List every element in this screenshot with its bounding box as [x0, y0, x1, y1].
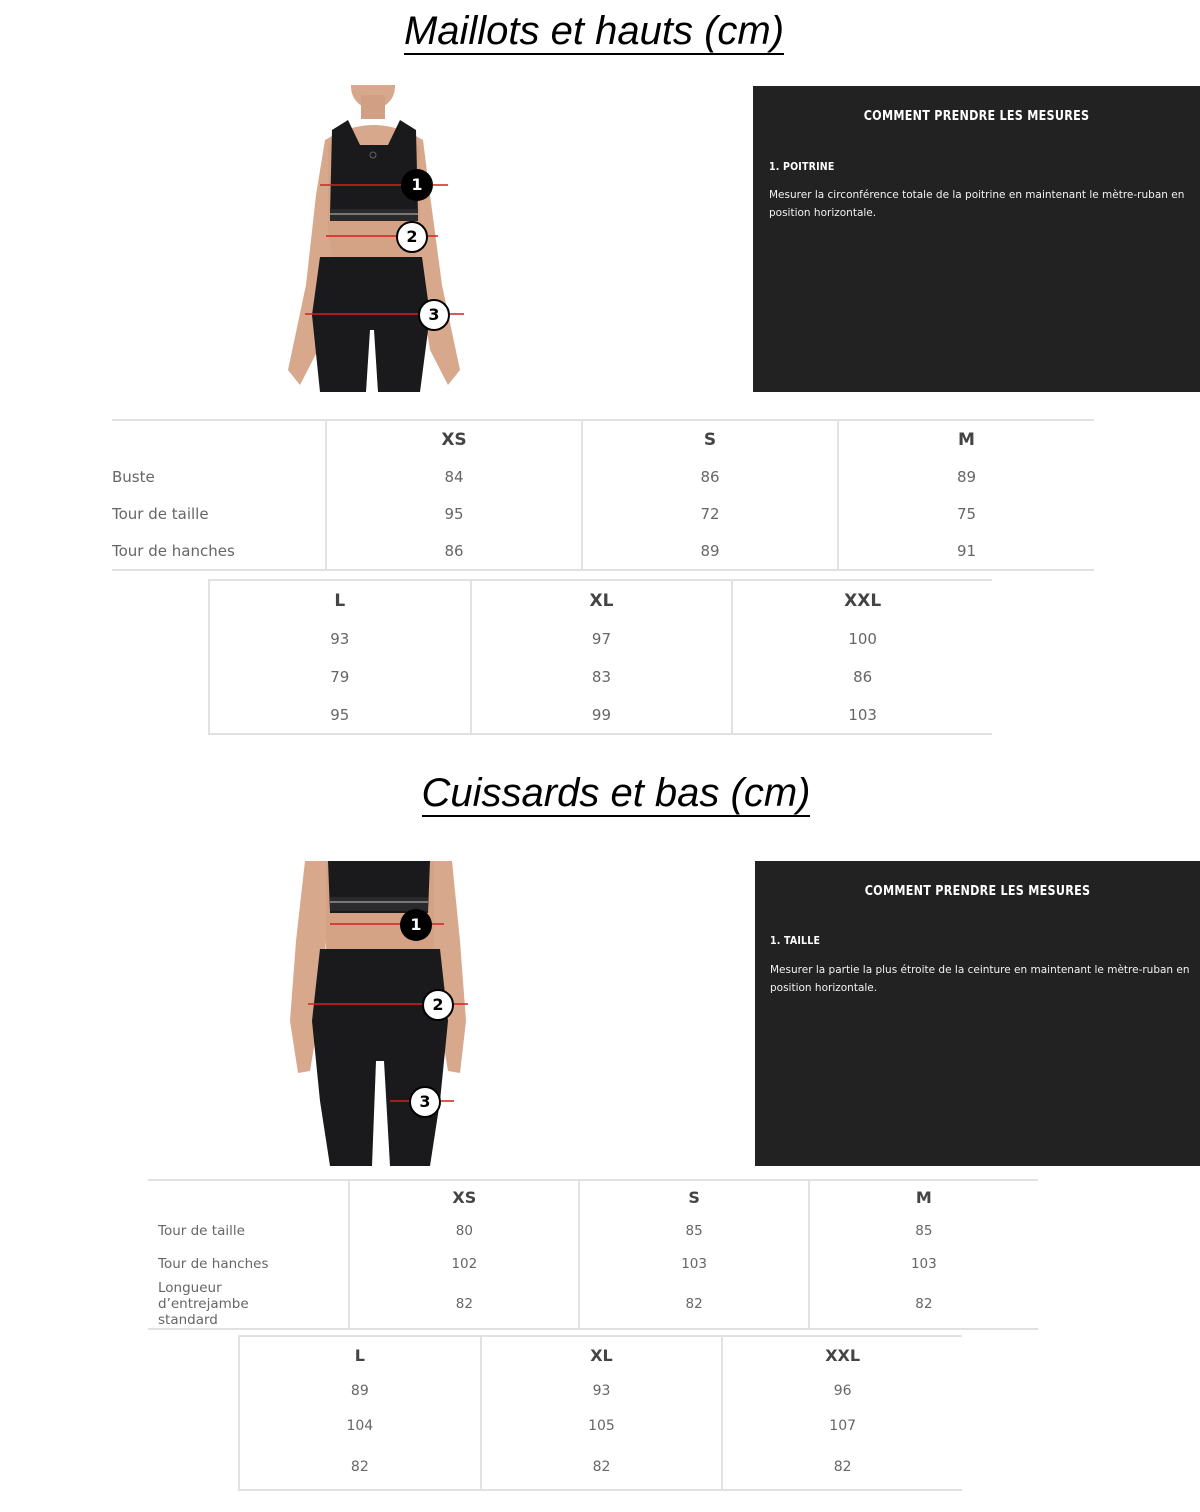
size-value: 82 [349, 1280, 579, 1329]
size-value: 105 [481, 1408, 723, 1444]
size-value: 103 [809, 1247, 1038, 1280]
leggings [312, 949, 448, 1166]
model-figure-tops [270, 85, 480, 392]
table-row [209, 620, 992, 658]
corner-cell [148, 1180, 349, 1214]
size-value: 82 [350, 1458, 369, 1475]
measure-marker-3: 3 [409, 1086, 441, 1118]
size-header: XL [471, 580, 733, 620]
table-row [239, 1374, 962, 1408]
size-value: 86 [582, 458, 838, 495]
section-title-tops: Maillots et hauts (cm) [403, 9, 785, 53]
size-value: 96 [722, 1374, 962, 1408]
measure-marker-1: 1 [401, 169, 433, 201]
table-row [239, 1408, 962, 1444]
table-row [239, 1444, 962, 1490]
size-header: XXL [722, 1336, 962, 1374]
row-label: Tour de taille [158, 1222, 245, 1239]
measure-marker-3: 3 [418, 299, 450, 331]
row-label: Tour de hanches [112, 541, 235, 560]
size-value: 104 [346, 1418, 374, 1434]
size-table-bottoms-1 [148, 1179, 1038, 1330]
howto-step: 1. POITRINE [769, 160, 835, 173]
size-value: 82 [579, 1280, 808, 1329]
size-value: 84 [326, 458, 582, 495]
table-row [209, 658, 992, 696]
size-value: 89 [582, 532, 838, 570]
size-value: 75 [838, 495, 1094, 532]
howto-title: COMMENT PRENDRE LES MESURES [864, 884, 1091, 899]
size-value: 82 [481, 1444, 723, 1490]
table-row [148, 1214, 1038, 1247]
howto-description: Mesurer la partie la plus étroite de la ceinture en maintenant le mètre-ruban en position horizontale. [770, 964, 1190, 994]
howto-step: 1. TAILLE [770, 934, 821, 947]
size-value: 83 [471, 658, 733, 696]
size-value: 95 [326, 495, 582, 532]
howto-panel-bottoms [755, 861, 1200, 1166]
size-header: L [354, 1346, 365, 1365]
size-value: 103 [732, 696, 992, 734]
row-label: Buste [112, 467, 155, 486]
size-value: 86 [326, 532, 582, 570]
size-header: XS [326, 420, 582, 458]
size-value: 102 [349, 1247, 579, 1280]
size-value: 93 [481, 1374, 723, 1408]
model-figure-bottoms [280, 861, 480, 1166]
howto-panel-tops [753, 86, 1200, 392]
leggings [312, 257, 430, 392]
table-row [148, 1280, 1038, 1329]
size-header: S [579, 1180, 808, 1214]
table-row [112, 532, 1094, 570]
howto-title: COMMENT PRENDRE LES MESURES [863, 109, 1090, 124]
size-value: 103 [579, 1247, 808, 1280]
size-value: 79 [330, 668, 350, 686]
size-header: S [582, 420, 838, 458]
table-row [148, 1247, 1038, 1280]
size-value: 72 [582, 495, 838, 532]
row-label: Longueur d’entrejambe standard [158, 1280, 249, 1328]
size-value: 82 [809, 1280, 1038, 1329]
size-value: 99 [471, 696, 733, 734]
size-table-bottoms-2 [238, 1335, 962, 1491]
size-value: 85 [809, 1214, 1038, 1247]
row-label: Tour de hanches [158, 1255, 269, 1272]
size-value: 82 [722, 1444, 962, 1490]
size-value: 86 [732, 658, 992, 696]
size-header: M [838, 420, 1094, 458]
size-value: 95 [330, 705, 350, 724]
table-row [112, 458, 1094, 495]
size-header: M [809, 1180, 1038, 1214]
table-row [209, 696, 992, 734]
measure-marker-2: 2 [396, 221, 428, 253]
measure-marker-2: 2 [422, 989, 454, 1021]
size-header: XL [481, 1336, 723, 1374]
size-value: 85 [579, 1214, 808, 1247]
size-value: 80 [349, 1214, 579, 1247]
size-value: 93 [330, 630, 350, 648]
size-value: 91 [838, 532, 1094, 570]
size-table-tops-1 [112, 419, 1094, 571]
size-table-tops-2 [208, 579, 992, 735]
size-value: 100 [732, 620, 992, 658]
size-header: XS [349, 1180, 579, 1214]
section-title-bottoms: Cuissards et bas (cm) [421, 771, 811, 815]
table-row [112, 495, 1094, 532]
size-header: L [334, 590, 346, 611]
size-header: XXL [732, 580, 992, 620]
corner-cell [112, 420, 326, 458]
size-value: 89 [350, 1383, 369, 1399]
howto-description: Mesurer la circonférence totale de la poitrine en maintenant le mètre-ruban en position horizontale. [769, 189, 1185, 219]
row-label: Tour de taille [112, 504, 209, 523]
size-value: 97 [471, 620, 733, 658]
size-value: 107 [722, 1408, 962, 1444]
size-value: 89 [838, 458, 1094, 495]
measure-marker-1: 1 [400, 909, 432, 941]
